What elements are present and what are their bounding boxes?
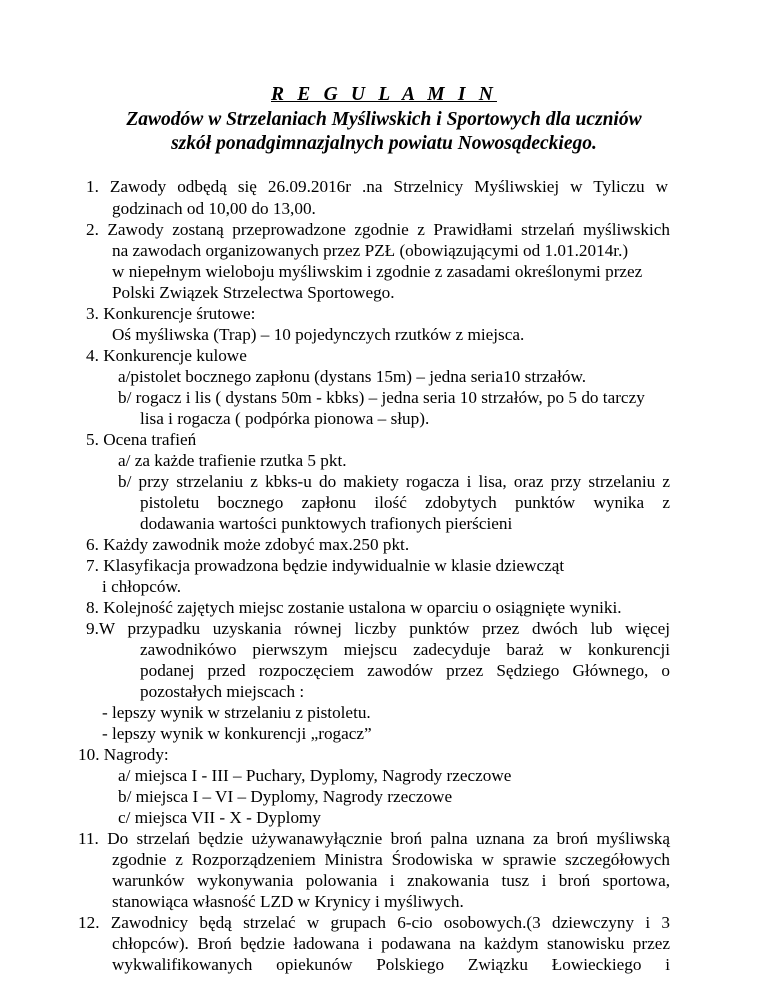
text-line: b/ rogacz i lis ( dystans 50m - kbks) – jedna seria 10 strzałów, po 5 do tarczy (118, 388, 645, 407)
text-line: a/ miejsca I - III – Puchary, Dyplomy, Nagrody rzeczowe (118, 766, 512, 785)
text-line: zawodnikówo pierwszym miejscu zadecyduje baraż w konkurencji (140, 640, 670, 659)
text-line: 10. Nagrody: (78, 745, 169, 764)
text-line: pistoletu bocznego zapłonu ilość zdobytych punktów wynika z (140, 493, 670, 512)
text-line: 11. Do strzelań będzie używanawyłącznie broń palna uznana za broń myśliwską (78, 829, 670, 848)
text-line: a/pistolet bocznego zapłonu (dystans 15m) – jedna seria10 strzałów. (118, 367, 587, 386)
text-line: 3. Konkurencje śrutowe: (86, 304, 256, 323)
text-line: 7. Klasyfikacja prowadzona będzie indywidualnie w klasie dziewcząt (86, 556, 565, 575)
text-line: Polski Związek Strzelectwa Sportowego. (112, 283, 395, 302)
text-line: godzinach od 10,00 do 13,00. (112, 199, 316, 218)
text-line: Oś myśliwska (Trap) – 10 pojedynczych rzutków z miejsca. (112, 325, 525, 344)
text-line: stanowiąca własność LZD w Krynicy i myśliwych. (112, 892, 464, 911)
text-line: - lepszy wynik w strzelaniu z pistoletu. (102, 703, 371, 722)
text-line: 5. Ocena trafień (86, 430, 197, 449)
text-line: i chłopców. (102, 577, 182, 596)
text-line: wykwalifikowanych opiekunów Polskiego Związku Łowieckiego i (112, 955, 670, 974)
text-line: 1. Zawody odbędą się 26.09.2016r .na Strzelnicy Myśliwskiej w Tyliczu w (86, 177, 668, 196)
text-line: dodawania wartości punktowych trafionych pierścieni (140, 514, 513, 533)
text-line: zgodnie z Rozporządzeniem Ministra Środowiska w sprawie szczegółowych (112, 850, 670, 869)
text-line: lisa i rogacza ( podpórka pionowa – słup). (140, 409, 430, 428)
text-line: pozostałych miejscach : (140, 682, 305, 701)
text-line: c/ miejsca VII - X - Dyplomy (118, 808, 322, 827)
text-line: 12. Zawodnicy będą strzelać w grupach 6-cio osobowych.(3 dziewczyny i 3 (78, 913, 670, 932)
text-line: na zawodach organizowanych przez PZŁ (obowiązującymi od 1.01.2014r.) (112, 241, 629, 260)
text-line: podanej przed rozpoczęciem zawodów przez Sędziego Głównego, o (140, 661, 670, 680)
document-title: R E G U L A M I N (271, 84, 497, 105)
text-line: b/ przy strzelaniu z kbks-u do makiety rogacza i lisa, oraz przy strzelaniu z (118, 472, 670, 491)
text-line: a/ za każde trafienie rzutka 5 pkt. (118, 451, 347, 470)
text-line: b/ miejsca I – VI – Dyplomy, Nagrody rzeczowe (118, 787, 453, 806)
text-line: 9.W przypadku uzyskania równej liczby punktów przez dwóch lub więcej (86, 619, 670, 638)
text-line: 4. Konkurencje kulowe (86, 346, 247, 365)
text-line: 2. Zawody zostaną przeprowadzone zgodnie z Prawidłami strzelań myśliwskich (86, 220, 670, 239)
text-line: warunków wykonywania polowania i znakowania tusz i broń sportowa, (112, 871, 670, 890)
text-line: 8. Kolejność zajętych miejsc zostanie ustalona w oparciu o osiągnięte wyniki. (86, 598, 622, 617)
document-subtitle-line-1: Zawodów w Strzelaniach Myśliwskich i Sportowych dla uczniów (126, 109, 642, 130)
text-line: 6. Każdy zawodnik może zdobyć max.250 pkt. (86, 535, 410, 554)
text-line: w niepełnym wieloboju myśliwskim i zgodnie z zasadami określonymi przez (112, 262, 643, 281)
text-line: chłopców). Broń będzie ładowana i podawana na każdym stanowisku przez (112, 934, 670, 953)
document-subtitle-line-2: szkół ponadgimnazjalnych powiatu Nowosądeckiego. (171, 133, 597, 154)
text-line: - lepszy wynik w konkurencji „rogacz” (102, 724, 372, 743)
